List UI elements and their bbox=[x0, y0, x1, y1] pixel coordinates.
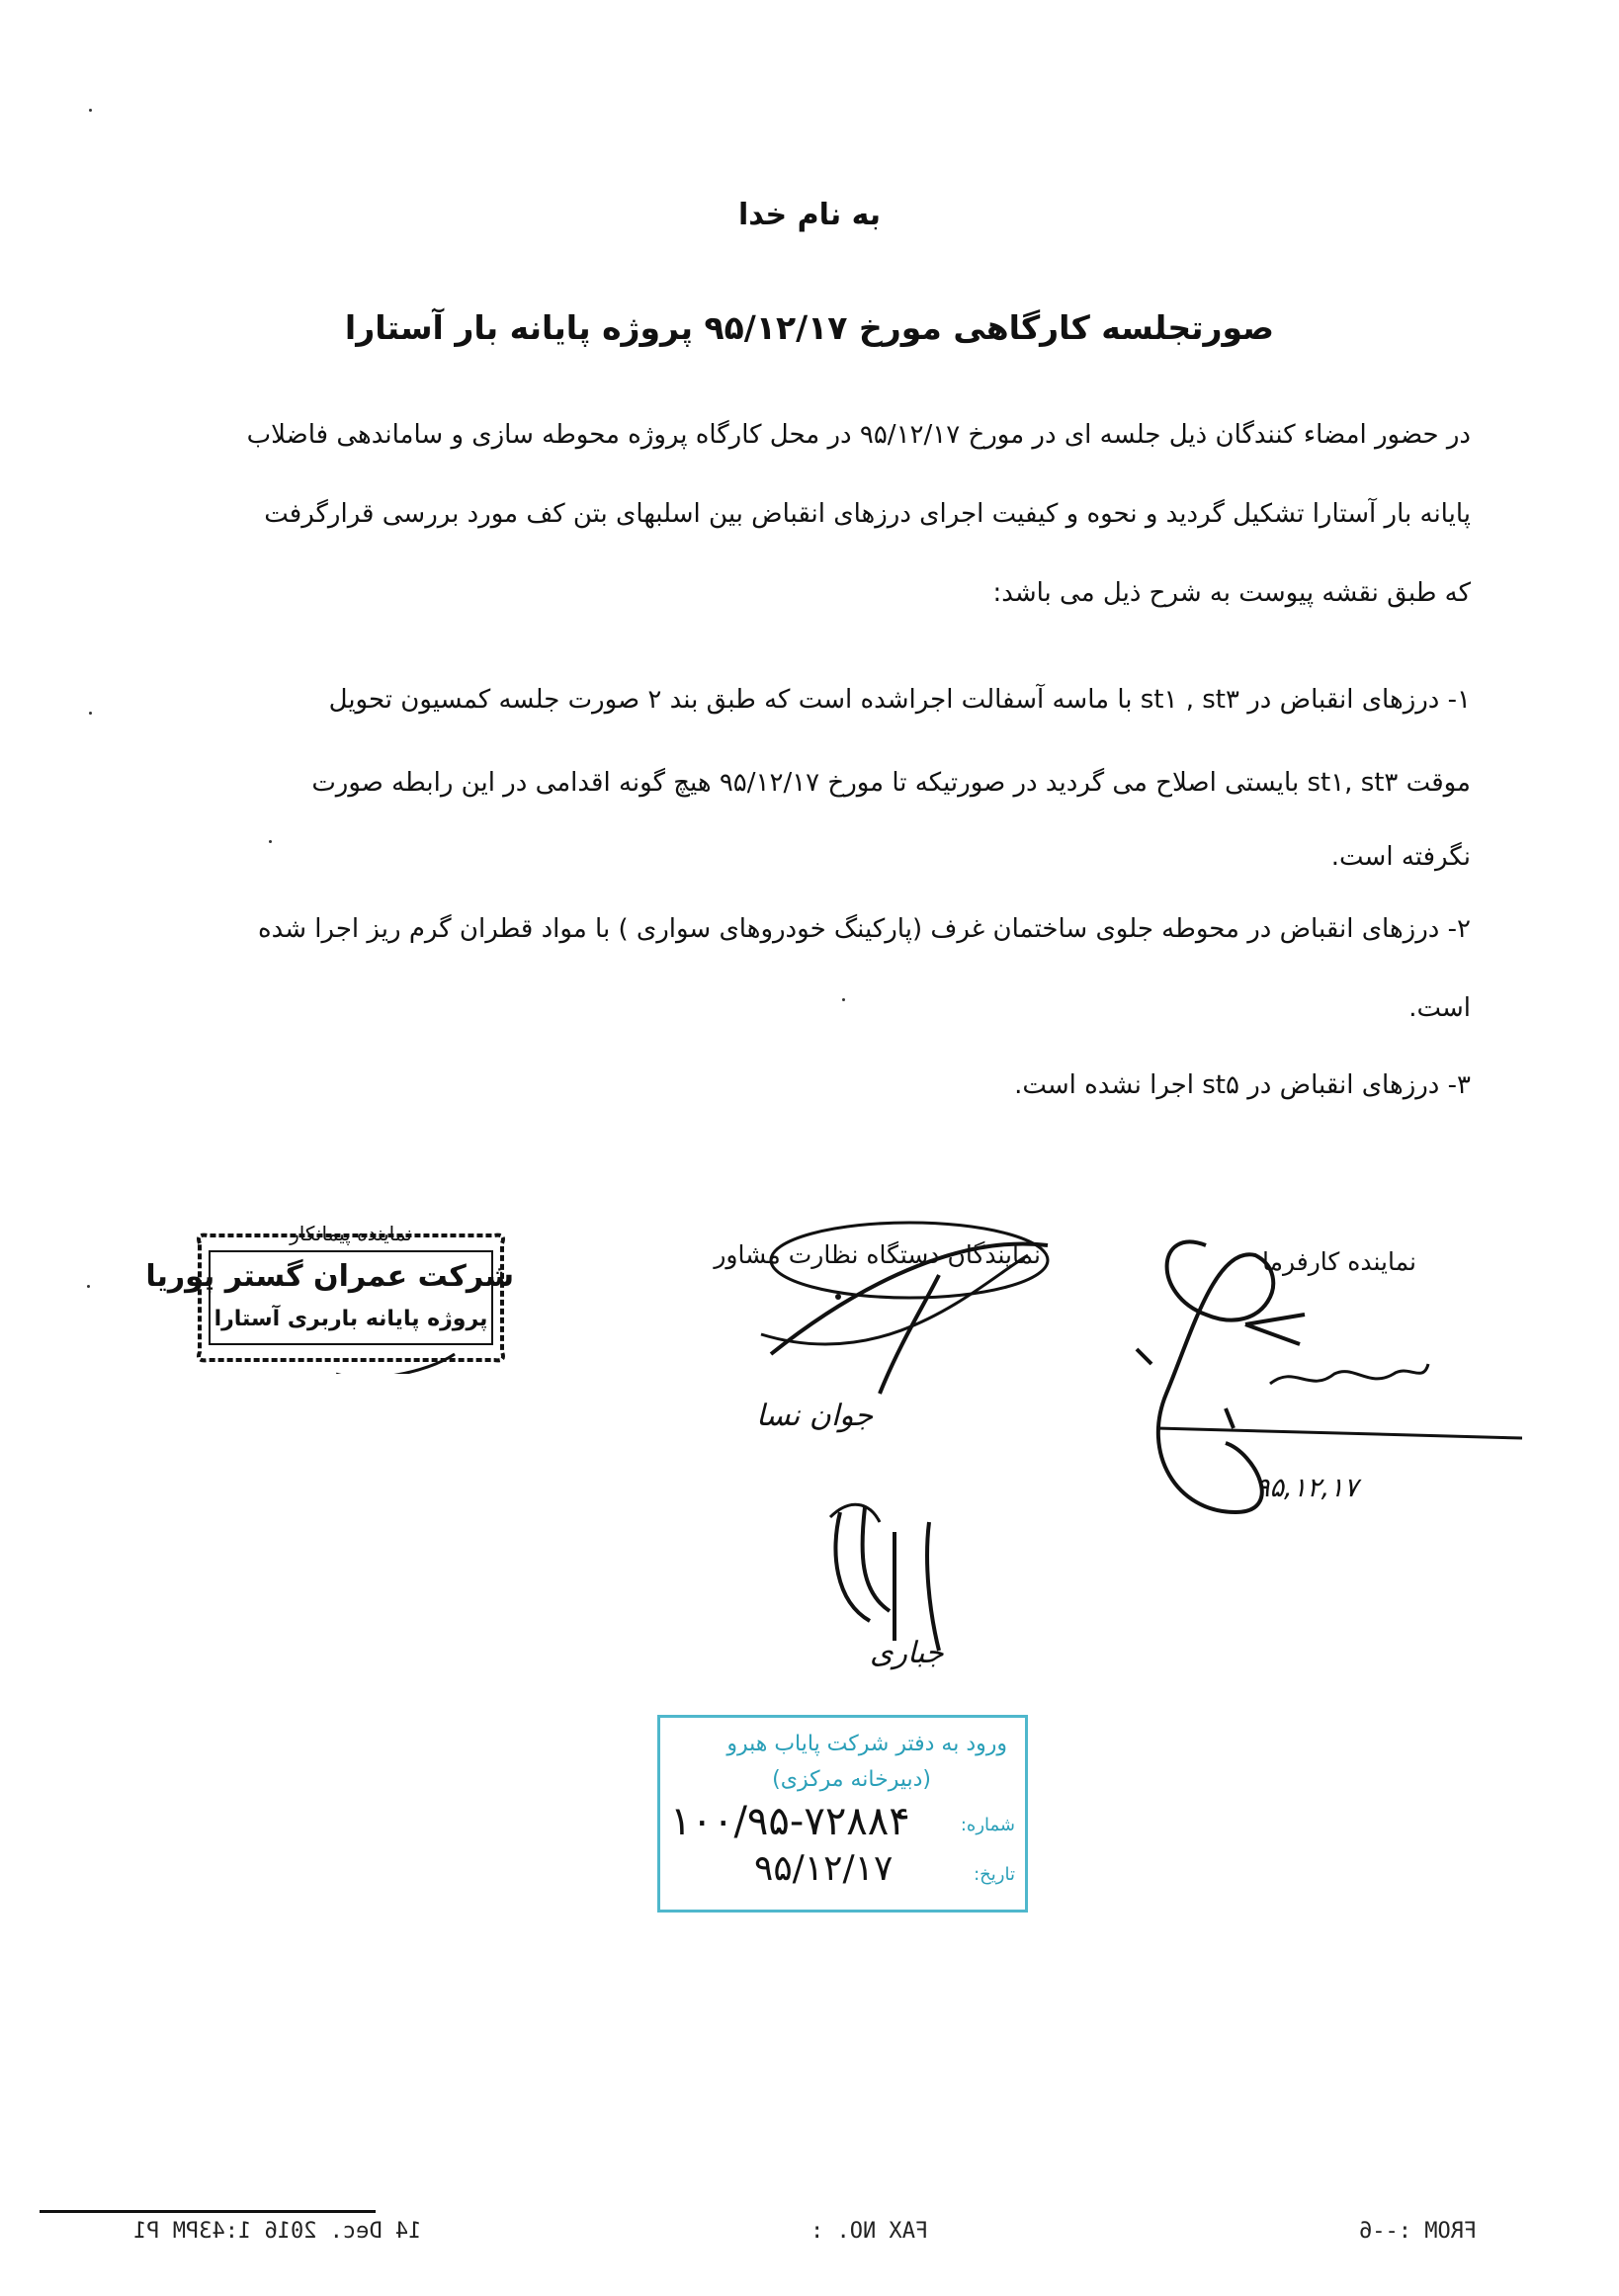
registry-stamp-line-2: (دبیرخانه مرکزی) bbox=[772, 1767, 931, 1792]
registry-date-label: تاریخ: bbox=[974, 1864, 1015, 1885]
employer-rep-label: نماینده کارفرما bbox=[1261, 1247, 1416, 1276]
contractor-stamp bbox=[145, 1222, 514, 1374]
registry-date-value: ۹۵/۱۲/۱۷ bbox=[754, 1848, 894, 1889]
item-2-line-2: است. bbox=[1408, 993, 1471, 1023]
basmala-heading: به نام خدا bbox=[737, 198, 882, 232]
intro-line-3: که طبق نقشه پیوست به شرح ذیل می باشد: bbox=[992, 578, 1471, 608]
item-2-line-1: ۲- درزهای انقباض در محوطه جلوی ساختمان غرف (پارکینگ خودروهای سواری ) با مواد قطران گرم ریز اجرا شده bbox=[257, 914, 1471, 944]
scan-speck bbox=[269, 840, 272, 843]
contractor-company-name: شرکت عمران گستر پوریا bbox=[145, 1259, 514, 1294]
registry-entry-stamp bbox=[657, 1715, 1028, 1913]
registry-number-label: شماره: bbox=[960, 1815, 1015, 1835]
contractor-rep-label: نماینده پیمانکار bbox=[290, 1222, 412, 1245]
registry-number-value: ۱۰۰/۹۵-۷۲۸۸۴ bbox=[670, 1799, 910, 1844]
scan-speck bbox=[89, 109, 92, 112]
registry-stamp-line-1: ورود به دفتر شرکت پایاب هبرو bbox=[726, 1732, 1007, 1756]
consultant-signature-2-name: جباری bbox=[870, 1636, 944, 1670]
intro-line-2: پایانه بار آستارا تشکیل گردید و نحوه و کیفیت اجرای درزهای انقباض بین اسلبهای بتن کف مورد بررسی قرارگرفت bbox=[264, 499, 1471, 529]
employer-signature-date: ۹۵,۱۲,۱۷ bbox=[1255, 1473, 1359, 1503]
item-1-line-1: ۱- درزهای انقباض در st۱ , st۳ با ماسه آسفالت اجراشده است که طبق بند ۲ صورت جلسه کمسیون تحویل bbox=[328, 685, 1471, 715]
document-title: صورتجلسه کارگاهی مورخ ۹۵/۱۲/۱۷ پروژه پایانه بار آستارا bbox=[344, 308, 1275, 347]
item-1-line-3: نگرفته است. bbox=[1330, 842, 1471, 872]
consultant-signature-1-name: جوان نسا bbox=[756, 1399, 874, 1433]
intro-line-1: در حضور امضاء کنندگان ذیل جلسه ای در مورخ ۹۵/۱۲/۱۷ در محل کارگاه پروژه محوطه سازی و ساماندهی فاضلاب bbox=[246, 420, 1471, 450]
scan-speck bbox=[89, 712, 92, 715]
fax-rule bbox=[40, 2210, 376, 2213]
fax-from: FROM :--6 bbox=[1359, 2219, 1478, 2244]
contractor-project-name: پروژه پایانه باربری آستارا bbox=[213, 1307, 488, 1331]
contractor-stamp-border bbox=[145, 1226, 514, 1374]
scan-speck bbox=[842, 998, 845, 1001]
item-1-line-2: موقت st۱, st۳ بایستی اصلاح می گردید در صورتیکه تا مورخ ۹۵/۱۲/۱۷ هیچ گونه اقدامی در این رابطه صورت bbox=[311, 768, 1471, 798]
fax-number: FAX NO. : bbox=[810, 2219, 929, 2244]
fax-header bbox=[0, 2219, 1619, 2258]
item-3-line-1: ۳- درزهای انقباض در st۵ اجرا نشده است. bbox=[1014, 1070, 1471, 1100]
consultant-rep-label: نمایندگان دستگاه نظارت مشاور bbox=[714, 1240, 1041, 1269]
scan-speck bbox=[87, 1285, 90, 1288]
fax-timestamp: 14 Dec. 2016 1:43PM P1 bbox=[133, 2219, 422, 2244]
